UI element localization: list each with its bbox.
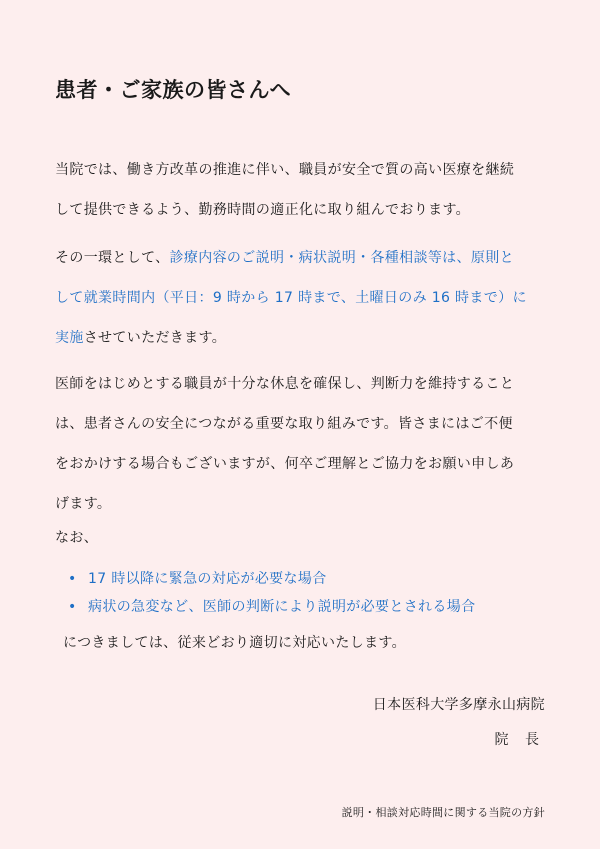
list-item: [68, 596, 475, 624]
paragraph-reason: [55, 364, 545, 524]
highlight-text: 実施: [55, 330, 84, 346]
paragraph-line: 医師をはじめとする職員が十分な休息を確保し、判断力を維持すること: [55, 376, 515, 392]
plain-text: その一環として、: [55, 250, 170, 266]
list-item: [68, 568, 475, 596]
highlight-text: して就業時間内（平日：9 時から 17 時まで、土曜日のみ 16 時まで）に: [55, 290, 527, 306]
signature-organization: 日本医科大学多摩永山病院: [372, 697, 545, 713]
paragraph-line: [55, 318, 545, 358]
paragraph-note: [55, 518, 545, 558]
paragraph-line: 当院では、働き方改革の推進に伴い、職員が安全で質の高い医療を継続: [55, 162, 515, 178]
paragraph-policy: [55, 238, 545, 358]
paragraph-line: は、患者さんの安全につながる重要な取り組みです。皆さまにはご不便: [55, 416, 513, 432]
paragraph-line: なお、: [55, 530, 99, 546]
closing-sentence: につきましては、従来どおり適切に対応いたします。: [63, 635, 406, 651]
footer-caption: 説明・相談対応時間に関する当院の方針: [341, 806, 545, 819]
paragraph-line: [55, 238, 545, 278]
bullet-dot-icon: •: [68, 599, 77, 615]
paragraph-line: げます。: [55, 496, 112, 512]
bullet-dot-icon: •: [68, 571, 77, 587]
paragraph-line: して提供できるよう、勤務時間の適正化に取り組んでおります。: [55, 202, 471, 218]
page-title: 患者・ご家族の皆さんへ: [55, 78, 292, 102]
exception-list: [68, 568, 475, 624]
signature-position: 院 長: [494, 732, 545, 748]
highlight-text: 診療内容のご説明・病状説明・各種相談等は、原則と: [169, 250, 514, 266]
paragraph-intro: [55, 150, 545, 230]
list-item-text: 病状の急変など、医師の判断により説明が必要とされる場合: [88, 599, 476, 615]
plain-text: させていただきます。: [83, 330, 227, 346]
paragraph-line: をおかけする場合もございますが、何卒ご理解とご協力をお願い申しあ: [55, 456, 515, 472]
list-item-text: 17 時以降に緊急の対応が必要な場合: [88, 571, 327, 587]
